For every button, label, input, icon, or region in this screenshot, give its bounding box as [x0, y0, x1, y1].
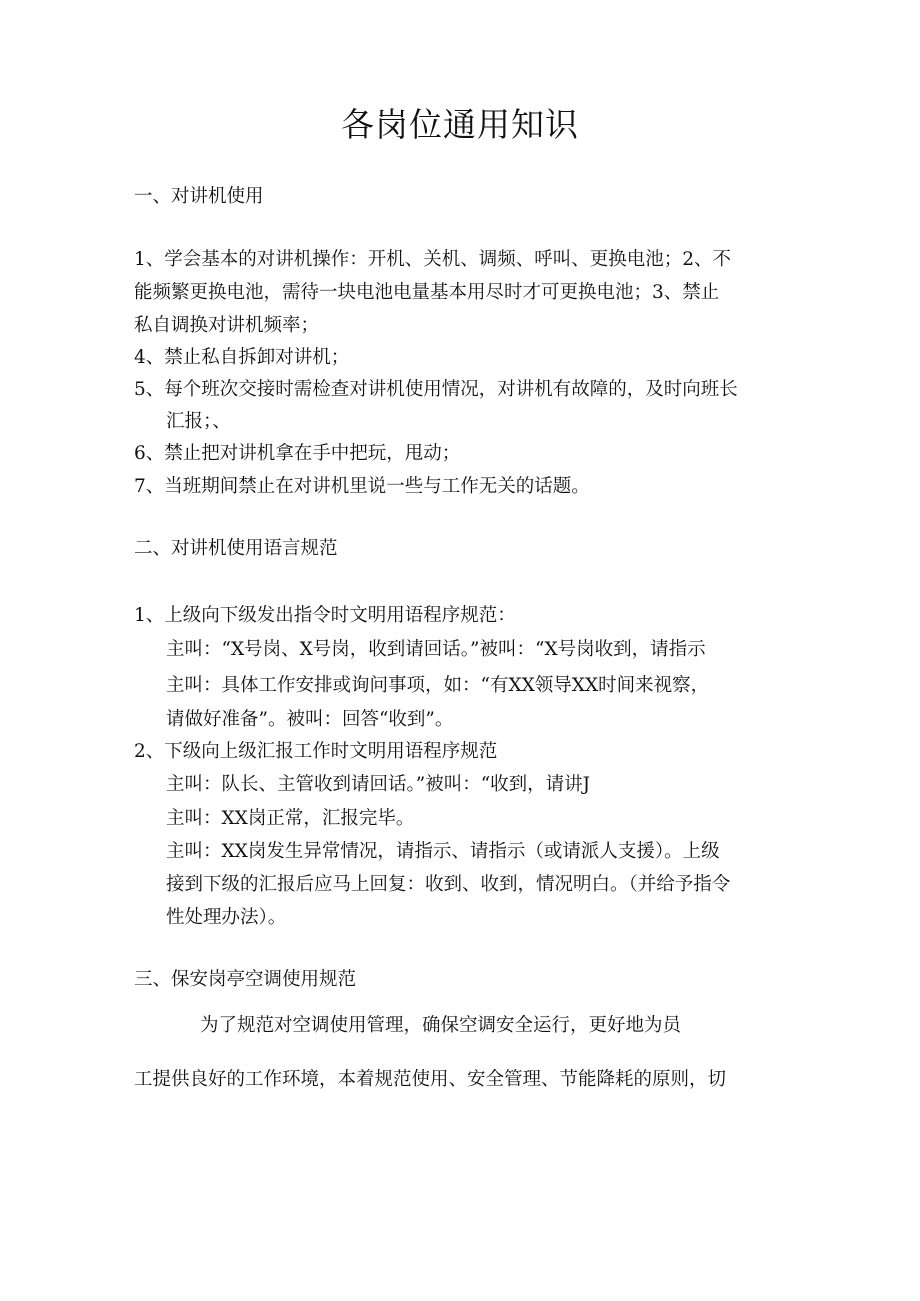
section-1-line-8: 7、当班期间禁止在对讲机里说一些与工作无关的话题。: [134, 476, 590, 497]
section-2-line-5: 2、下级向上级汇报工作时文明用语程序规范: [134, 741, 498, 762]
section-2-line-3: 主叫：具体工作安排或询问事项，如：“有XX领导XX时间来视察，: [166, 675, 710, 696]
section-2-line-4: 请做好准备”。被叫：回答“收到”。: [166, 709, 454, 730]
section-2-line-7: 主叫：XX岗正常，汇报完毕。: [166, 808, 415, 829]
section-2-line-1: 1、上级向下级发出指令时文明用语程序规范：: [134, 605, 516, 626]
section-1-line-3: 私自调换对讲机频率；: [134, 315, 320, 336]
section-2-heading: 二、对讲机使用语言规范: [134, 538, 338, 559]
section-1-line-5: 5、每个班次交接时需检查对讲机使用情况，对讲机有故障的，及时向班长: [134, 379, 738, 400]
section-1-line-2: 能频繁更换电池，需待一块电池电量基本用尽时才可更换电池；3、禁止: [134, 282, 720, 303]
section-3-line-1: 为了规范对空调使用管理，确保空调安全运行，更好地为员: [200, 1015, 682, 1036]
section-2-line-9: 接到下级的汇报后应马上回复：收到、收到，情况明白。（并给予指令: [166, 874, 731, 895]
section-2-line-10: 性处理办法）。: [166, 907, 287, 928]
section-2-line-6: 主叫：队长、主管收到请回话。”被叫：“收到，请讲J: [166, 774, 591, 795]
section-2-line-8: 主叫：XX岗发生异常情况，请指示、请指示（或请派人支援）。上级: [166, 841, 720, 862]
section-1-line-1: 1、学会基本的对讲机操作：开机、关机、调频、呼叫、更换电池；2、不: [134, 249, 732, 270]
section-1-line-4: 4、禁止私自拆卸对讲机；: [134, 347, 350, 368]
section-2-line-2: 主叫：“X号岗、X号岗，收到请回话。”被叫：“X号岗收到，请指示: [166, 639, 706, 660]
section-1-heading: 一、对讲机使用: [134, 186, 264, 207]
section-1-line-6: 汇报；、: [166, 411, 231, 432]
section-3-heading: 三、保安岗亭空调使用规范: [134, 969, 357, 990]
section-3-line-2: 工提供良好的工作环境，本着规范使用、安全管理、节能降耗的原则，切: [134, 1069, 727, 1090]
section-1-line-7: 6、禁止把对讲机拿在手中把玩，甩动；: [134, 443, 461, 464]
document-title: 各岗位通用知识: [341, 105, 579, 144]
